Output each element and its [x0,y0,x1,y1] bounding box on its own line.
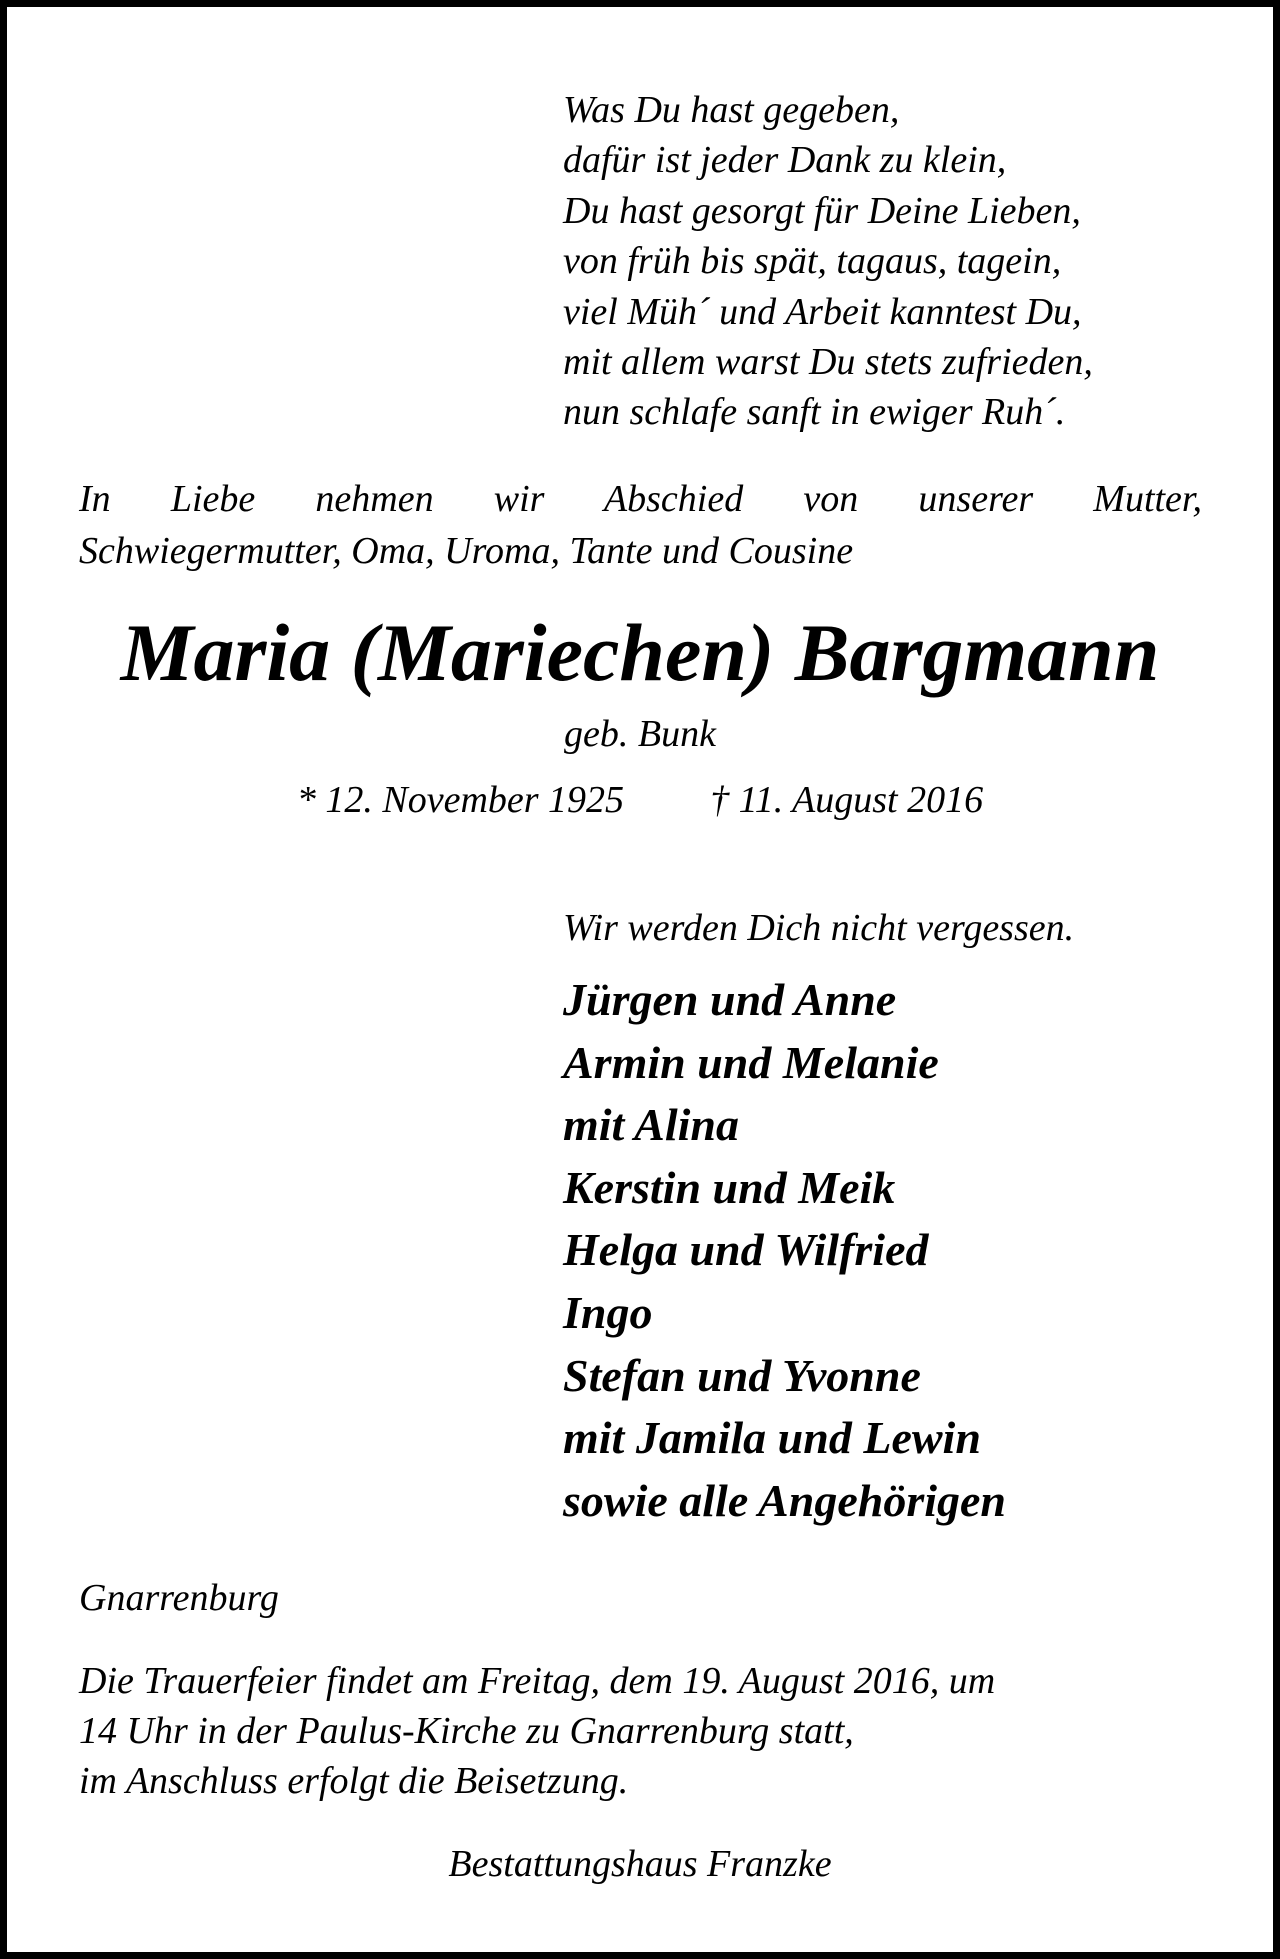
mourner-entry: Kerstin und Meik [563,1161,896,1213]
mourner-entry: mit Alina [563,1099,739,1151]
mourner-entry: mit Jamila und Lewin [563,1412,981,1464]
memorial-poem [563,85,1243,438]
mourner-entry: Ingo [563,1286,653,1338]
mourner-entry: Jürgen und Anne [563,974,897,1025]
maiden-name: geb. Bunk [564,713,716,755]
funeral-line: Die Trauerfeier findet am Freitag, dem 19. August 2016, um [79,1660,996,1702]
birth-date: * 12. November 1925 [296,779,625,821]
mourners-list [563,969,1243,1532]
intro-line: Schwiegermutter, Oma, Uroma, Tante und Cousine [79,530,854,572]
poem-line: dafür ist jeder Dank zu klein, [563,139,1007,182]
poem-line: nun schlafe sanft in ewiger Ruh´. [563,391,1066,434]
funeral-line: 14 Uhr in der Paulus-Kirche zu Gnarrenburg statt, [79,1710,854,1752]
poem-line: viel Müh´ und Arbeit kanntest Du, [563,290,1082,333]
mourner-entry: Armin und Melanie [563,1036,939,1088]
undertaker-name: Bestattungshaus Franzke [448,1843,832,1885]
mourner-entry: Helga und Wilfried [563,1224,929,1276]
poem-line: Was Du hast gegeben, [563,89,900,131]
life-dates [7,775,1273,825]
farewell-line: Wir werden Dich nicht vergessen. [563,907,1075,949]
mourner-entry: Stefan und Yvonne [563,1349,921,1401]
funeral-line: im Anschluss erfolgt die Beisetzung. [79,1760,629,1802]
poem-line: mit allem warst Du stets zufrieden, [563,341,1093,384]
intro-line: In Liebe nehmen wir Abschied von unserer Mutter, [79,478,1202,520]
deceased-name: Maria (Mariechen) Bargmann [120,607,1160,698]
death-date: † 11. August 2016 [710,779,984,821]
poem-line: Du hast gesorgt für Deine Lieben, [563,189,1081,232]
place-name: Gnarrenburg [79,1577,279,1619]
farewell-intro [79,473,1202,577]
mourner-entry: sowie alle Angehörigen [563,1474,1006,1526]
funeral-details [79,1656,1209,1806]
poem-line: von früh bis spät, tagaus, tagein, [563,240,1062,283]
